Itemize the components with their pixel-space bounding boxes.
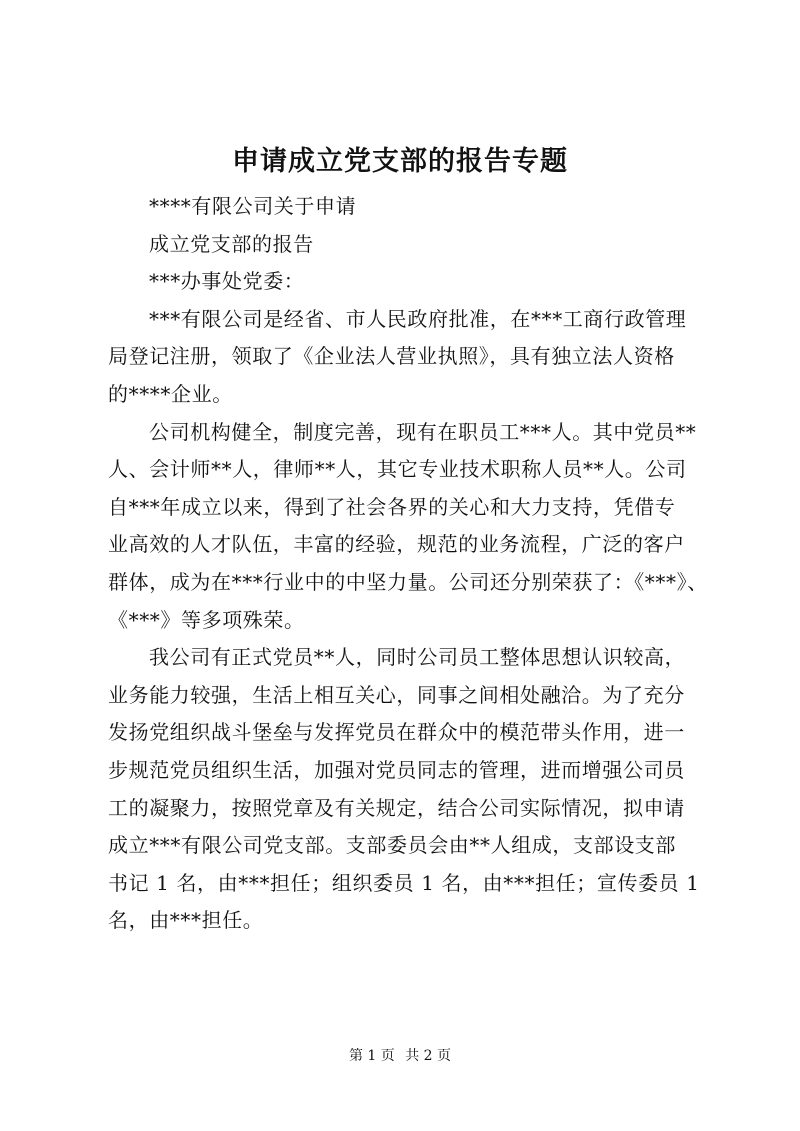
paragraph-3-line: 业务能力较强，生活上相互关心，同事之间相处融洽。为了充分 (108, 682, 685, 707)
paragraph-1-line: 的****企业。 (108, 381, 233, 406)
page-total: 共 2 页 (405, 1048, 452, 1064)
paragraph-3-line: 书记 1 名，由***担任；组织委员 1 名，由***担任；宣传委员 1 (108, 870, 700, 895)
document-title: 申请成立党支部的报告专题 (232, 146, 568, 177)
page-footer (0, 1046, 800, 1066)
paragraph-3-line: 名，由***担任。 (108, 908, 264, 933)
heading-line-report: 成立党支部的报告 (149, 231, 314, 256)
paragraph-3-line: 工的凝聚力，按照党章及有关规定，结合公司实际情况，拟申请 (108, 795, 685, 820)
heading-line-company: ****有限公司关于申请 (149, 194, 357, 218)
paragraph-3-line: 成立***有限公司党支部。支部委员会由**人组成，支部设支部 (108, 833, 676, 858)
paragraph-1-line: ***有限公司是经省、市人民政府批准，在***工商行政管理 (149, 306, 687, 331)
paragraph-2-line: 业高效的人才队伍，丰富的经验，规范的业务流程，广泛的客户 (108, 532, 685, 557)
paragraph-2-line: 公司机构健全，制度完善，现有在职员工***人。其中党员** (149, 419, 697, 444)
paragraph-2-line: 自***年成立以来，得到了社会各界的关心和大力支持，凭借专 (108, 494, 676, 519)
document-body (108, 188, 708, 940)
salutation-line: ***办事处党委： (149, 269, 305, 294)
paragraph-3-line: 我公司有正式党员**人，同时公司员工整体思想认识较高， (149, 645, 686, 670)
paragraph-3-line: 发扬党组织战斗堡垒与发挥党员在群众中的模范带头作用，进一 (108, 720, 685, 745)
paragraph-1-line: 局登记注册，领取了《企业法人营业执照》，具有独立法人资格 (108, 344, 675, 369)
paragraph-2-line: 人、会计师**人，律师**人，其它专业技术职称人员**人。公司 (108, 457, 687, 482)
paragraph-2-line: 《***》等多项殊荣。 (108, 607, 305, 632)
page-number: 第 1 页 (348, 1048, 395, 1064)
paragraph-3-line: 步规范党员组织生活，加强对党员同志的管理，进而增强公司员 (108, 757, 685, 782)
paragraph-2-line: 群体，成为在***行业中的中坚力量。公司还分别荣获了：《***》、 (108, 569, 708, 594)
